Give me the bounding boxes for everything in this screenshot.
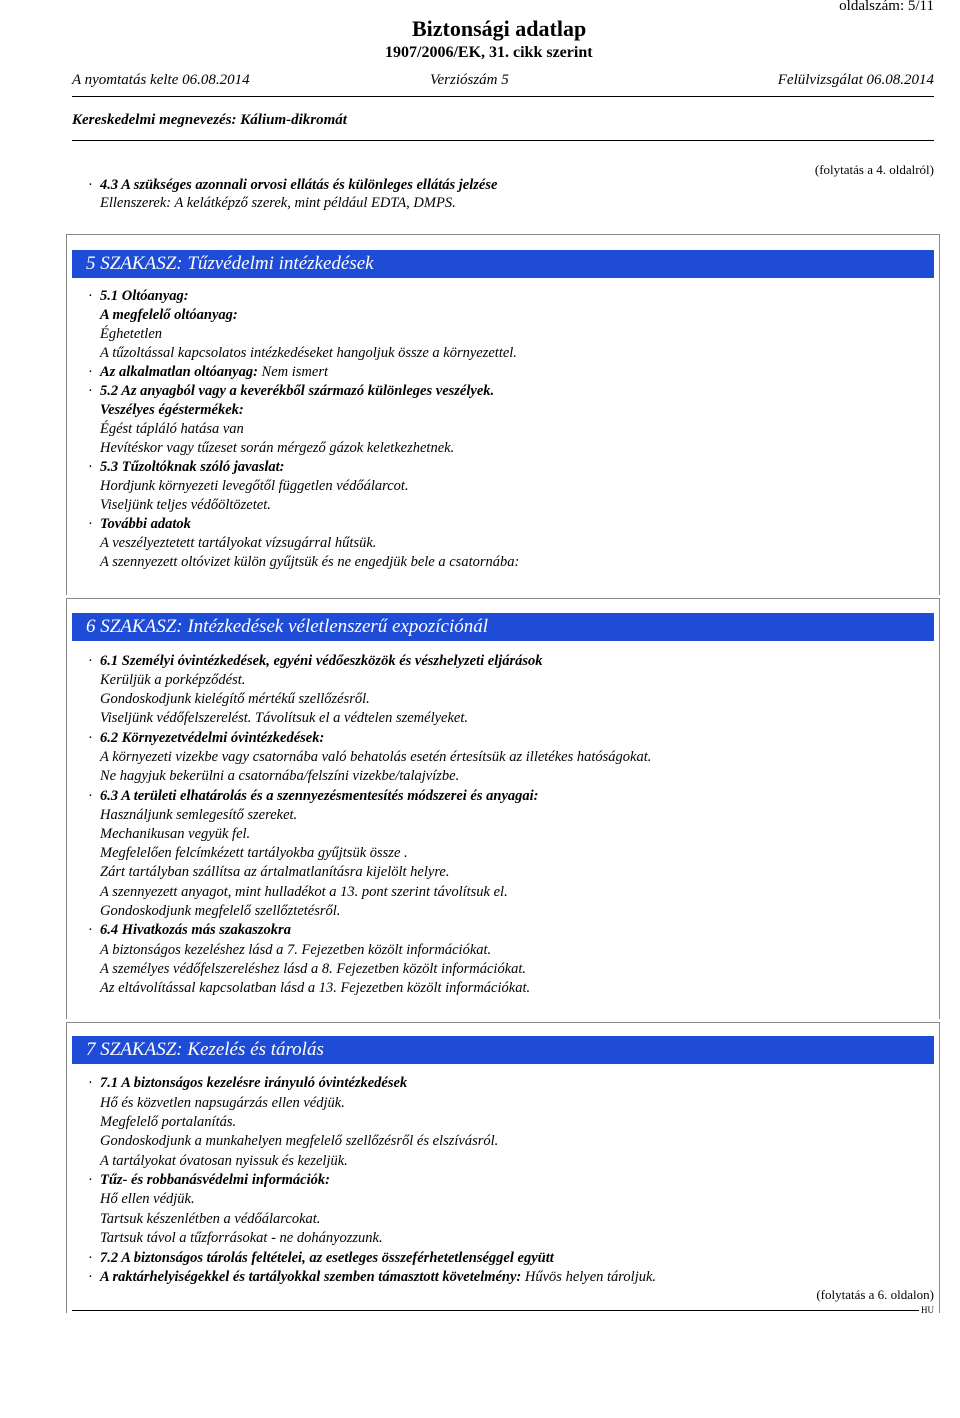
text-line: Kerüljük a porképződést. xyxy=(100,672,246,688)
text-line: A környezeti vizekbe vagy csatornába való behatolás esetén értesítsük az illetékes hatóságokat. xyxy=(100,749,652,765)
text-line: Az eltávolítással kapcsolatban lásd a 13. Fejezetben közölt információkat. xyxy=(100,980,531,996)
page-number: oldalszám: 5/11 xyxy=(839,0,934,14)
bullet-mark: · xyxy=(88,288,93,304)
text-line: Viseljünk teljes védőöltözetet. xyxy=(100,497,271,513)
section-5-2-heading: 5.2 Az anyagból vagy a keverékből származó különleges veszélyek. xyxy=(100,383,495,399)
section-6-1-heading: 6.1 Személyi óvintézkedések, egyéni védőeszközök és vészhelyzeti eljárások xyxy=(100,653,543,669)
version-number: Verziószám 5 xyxy=(430,72,509,88)
text-line: Használjunk semlegesítő szereket. xyxy=(100,807,298,823)
revision-date: Felülvizsgálat 06.08.2014 xyxy=(777,72,934,88)
section-6-3-heading: 6.3 A területi elhatárolás és a szennyezésmentesítés módszerei és anyagai: xyxy=(100,788,539,804)
text-line: A tűzoltással kapcsolatos intézkedéseket hangoljuk össze a környezettel. xyxy=(100,345,517,361)
text-line: A tartályokat óvatosan nyissuk és kezeljük. xyxy=(100,1153,348,1169)
text-line: Égést tápláló hatása van xyxy=(100,421,244,437)
text-line: Ne hagyjuk bekerülni a csatornába/felszíni vizekbe/talajvízbe. xyxy=(100,768,460,784)
header-rule-2 xyxy=(72,140,934,141)
bullet-mark: · xyxy=(88,788,93,804)
bullet-mark: · xyxy=(88,922,93,938)
section-7-2-heading: 7.2 A biztonságos tárolás feltételei, az esetleges összeférhetetlenséggel együtt xyxy=(100,1250,554,1266)
text-line: Zárt tartályban szállítsa az ártalmatlanításra kijelölt helyre. xyxy=(100,864,450,880)
text-line: Hő ellen védjük. xyxy=(100,1191,195,1207)
text-line: Megfelelő portalanítás. xyxy=(100,1114,237,1130)
document-subtitle: 1907/2006/EK, 31. cikk szerint xyxy=(385,44,593,61)
bullet-mark: · xyxy=(88,177,93,193)
text-line: Gondoskodjunk kielégítő mértékű szellőzésről. xyxy=(100,691,370,707)
suitable-agent-label: A megfelelő oltóanyag: xyxy=(100,307,238,323)
bullet-mark: · xyxy=(88,730,93,746)
section-7-1-heading: 7.1 A biztonságos kezelésre irányuló óvintézkedések xyxy=(100,1075,408,1091)
bullet-mark: · xyxy=(88,516,93,532)
section-5-3-heading: 5.3 Tűzoltóknak szóló javaslat: xyxy=(100,459,285,475)
section-6-4-heading: 6.4 Hivatkozás más szakaszokra xyxy=(100,922,291,938)
text-line: A biztonságos kezeléshez lásd a 7. Fejezetben közölt információkat. xyxy=(100,942,492,958)
bullet-mark: · xyxy=(88,1075,93,1091)
country-code: HU xyxy=(921,1305,934,1315)
bullet-mark: · xyxy=(88,1250,93,1266)
print-date: A nyomtatás kelte 06.08.2014 xyxy=(72,72,250,88)
hazardous-products-label: Veszélyes égéstermékek: xyxy=(100,402,244,418)
section-4-3-heading: 4.3 A szükséges azonnali orvosi ellátás és különleges ellátás jelzése xyxy=(100,177,498,193)
section-7-title-bar xyxy=(72,1036,934,1064)
bullet-mark: · xyxy=(88,459,93,475)
text-line: Tartsuk távol a tűzforrásokat - ne dohányozzunk. xyxy=(100,1230,383,1246)
text-line: Éghetetlen xyxy=(100,326,163,342)
unsuitable-agent-value: Nem ismert xyxy=(261,364,329,380)
text-line: Viseljünk védőfelszerelést. Távolítsuk el a védtelen személyeket. xyxy=(100,710,469,726)
section-7-title: 7 SZAKASZ: Kezelés és tárolás xyxy=(86,1039,324,1060)
header-rule xyxy=(72,96,934,97)
text-line: A szennyezett oltóvizet külön gyűjtsük és ne engedjük bele a csatornába: xyxy=(100,554,520,570)
bullet-mark: · xyxy=(88,1269,93,1285)
bullet-mark: · xyxy=(88,653,93,669)
storage-requirement xyxy=(100,1269,656,1286)
unsuitable-agent xyxy=(100,364,328,381)
text-line: Hő és közvetlen napsugárzás ellen védjük. xyxy=(100,1095,345,1111)
fire-protection-heading: Tűz- és robbanásvédelmi információk: xyxy=(100,1172,330,1188)
section-6-title: 6 SZAKASZ: Intézkedések véletlenszerű expozíciónál xyxy=(86,616,489,637)
further-info-heading: További adatok xyxy=(100,516,191,532)
text-line: Gondoskodjunk megfelelő szellőztetésről. xyxy=(100,903,341,919)
bullet-mark: · xyxy=(88,364,93,380)
bullet-mark: · xyxy=(88,383,93,399)
unsuitable-agent-label: Az alkalmatlan oltóanyag: xyxy=(100,364,258,380)
document-title: Biztonsági adatlap xyxy=(412,16,587,41)
section-4-3-text: Ellenszerek: A kelátképző szerek, mint például EDTA, DMPS. xyxy=(100,195,456,211)
continued-from: (folytatás a 4. oldalról) xyxy=(814,162,934,177)
text-line: Hordjunk környezeti levegőtől független védőálarcot. xyxy=(100,478,409,494)
section-6-title-bar xyxy=(72,613,934,641)
text-line: A személyes védőfelszereléshez lásd a 8. Fejezetben közölt információkat. xyxy=(100,961,527,977)
trade-name: Kereskedelmi megnevezés: Kálium-dikromát xyxy=(72,112,347,128)
section-5-title: 5 SZAKASZ: Tűzvédelmi intézkedések xyxy=(86,253,374,274)
footer-rule xyxy=(72,1310,934,1311)
text-line: A szennyezett anyagot, mint hulladékot a 13. pont szerint távolítsuk el. xyxy=(100,884,508,900)
continued-to: (folytatás a 6. oldalon) xyxy=(816,1287,934,1302)
section-5-1-heading: 5.1 Oltóanyag: xyxy=(100,288,189,304)
storage-requirement-value: Hűvös helyen tároljuk. xyxy=(524,1269,657,1285)
text-line: Tartsuk készenlétben a védőálarcokat. xyxy=(100,1211,321,1227)
text-line: Megfelelően felcímkézett tartályokba gyűjtsük össze . xyxy=(100,845,408,861)
text-line: Hevítéskor vagy tűzeset során mérgező gázok keletkezhetnek. xyxy=(100,440,455,456)
bullet-mark: · xyxy=(88,1172,93,1188)
text-line: Gondoskodjunk a munkahelyen megfelelő szellőzésről és elszívásról. xyxy=(100,1133,499,1149)
section-6-2-heading: 6.2 Környezetvédelmi óvintézkedések: xyxy=(100,730,325,746)
section-5-title-bar xyxy=(72,250,934,278)
storage-requirement-label: A raktárhelyiségekkel és tartályokkal szemben támasztott követelmény: xyxy=(100,1269,522,1285)
text-line: Mechanikusan vegyük fel. xyxy=(100,826,251,842)
text-line: A veszélyeztetett tartályokat vízsugárral hűtsük. xyxy=(100,535,377,551)
